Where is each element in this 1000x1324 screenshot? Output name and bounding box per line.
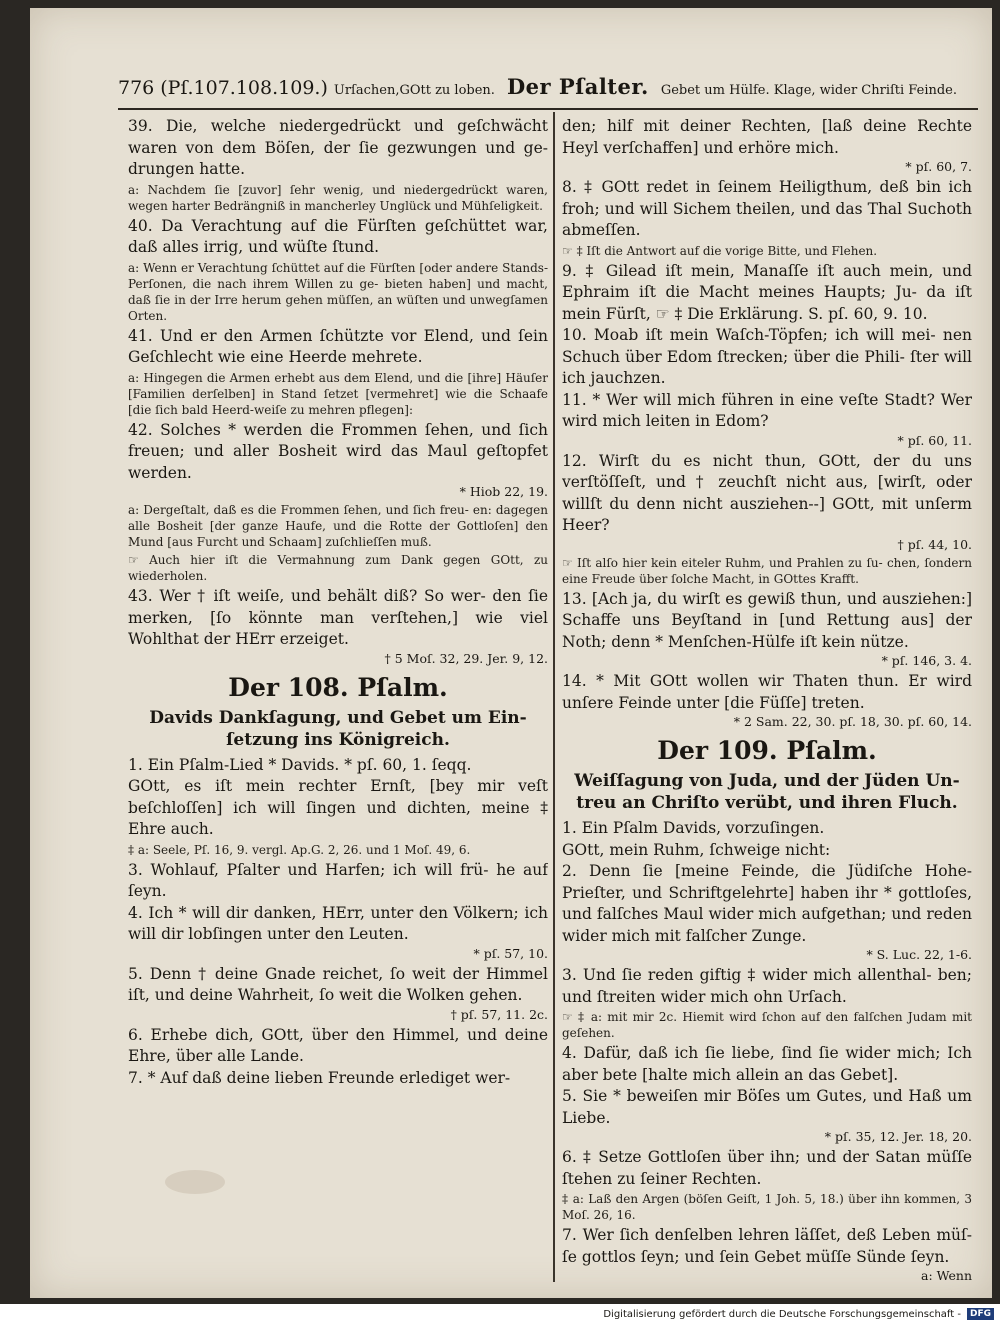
cross-reference: * pſ. 57, 10. <box>473 945 548 961</box>
cross-reference: * pſ. 60, 11. <box>897 432 972 448</box>
verse: 12. Wirſt du es nicht thun, GOtt, der du uns verſtöſſeſt, und † zeuchſt nicht aus, [wirſt, oder willſt du denn nicht ausziehen--] GOtt, mit unſerm Heer? <box>562 451 972 534</box>
verse: GOtt, es iſt mein rechter Ernſt, [bey mir veſt beſchloſſen] ich will ſingen und dichten, meine ‡ Ehre auch. <box>128 777 548 838</box>
note: ☞ ‡ Iſt die Antwort auf die vorige Bitte, und Flehen. <box>562 243 878 258</box>
cross-reference: † pſ. 44, 10. <box>897 536 972 552</box>
verse: 7. Wer ſich denſelben lehren läſſet, deß Leben müſ- ſe gottlos ſeyn; und ſein Gebet müſſe Sünde ſeyn. <box>562 1226 972 1266</box>
cross-reference: * S. Luc. 22, 1-6. <box>866 947 972 962</box>
left-column <box>128 116 548 1296</box>
page-number: 776 <box>118 77 155 99</box>
psalm-range: (Pſ.107.108.109.) <box>160 77 328 99</box>
verse: 5. Sie * beweiſen mir Böſes um Gutes, und Haß um Liebe. <box>562 1087 972 1127</box>
verse: 41. Und er den Armen ſchützte vor Elend, und ſein Geſchlecht wie eine Heerde mehrete. <box>128 326 548 366</box>
dfg-logo: DFG <box>967 1308 994 1320</box>
header-title: Der Pſalter. <box>506 74 649 99</box>
running-header <box>118 74 978 108</box>
note: a: Nachdem ſie [zuvor] ſehr wenig, und niedergedrückt waren, wegen harter Bedrängniß in mancherley Unglück und Mühſeligkeit. <box>128 182 548 213</box>
catchword: a: Wenn <box>921 1268 972 1283</box>
verse: 43. Wer † iſt weiſe, und behält diß? So wer- den ſie merken, [ſo könnte man verſtehen,] wie viel Wohlthat der HErr erzeiget. <box>128 587 548 648</box>
verse: 4. Dafür, daß ich ſie liebe, ſind ſie wider mich; Ich aber bete [halte mich allein an das Gebet]. <box>562 1044 972 1084</box>
verse: 9. ‡ Gilead iſt mein, Manaſſe iſt auch mein, und Ephraim iſt die Macht meines Haupts; Ju- da iſt mein Fürſt, ☞ ‡ Die Erklärung. S. pſ. 60, 9. 10. <box>562 261 972 323</box>
footer-credit: Digitalisierung gefördert durch die Deutsche Forschungsgemeinschaft - <box>603 1308 961 1320</box>
cross-reference: * pſ. 60, 7. <box>905 159 972 174</box>
verse: GOtt, mein Ruhm, ſchweige nicht: <box>562 840 831 859</box>
psalm-108-title: Der 108. Pſalm. <box>228 672 448 702</box>
verse: 40. Da Verachtung auf die Fürſten geſchüttet war, daß alles irrig, und wüſte ſtund. <box>128 216 548 256</box>
verse: 1. Ein Pſalm Davids, vorzuſingen. <box>562 819 825 837</box>
verse: 42. Solches * werden die Frommen ſehen, und ſich freuen; und aller Bosheit wird das Maul geſtopfet werden. <box>128 420 548 482</box>
note: a: Dergeſtalt, daß es die Frommen ſehen, und ſich freu- en: dagegen alle Bosheit [der ganze Haufe, und die Rotte der Gottloſen] den Mund [aus Furcht und Schaam] zuſchlieſſen muß. <box>128 503 548 549</box>
note: ☞ ‡ a: mit mir 2c. Hiemit wird ſchon auf den falſchen Judam mit geſehen. <box>562 1010 972 1040</box>
verse: den; hilf mit deiner Rechten, [laß deine Rechte Heyl verſchaffen] und erhöre mich. <box>562 117 972 157</box>
cross-reference: * Hiob 22, 19. <box>459 484 548 499</box>
right-column <box>562 116 972 1296</box>
note: ‡ a: Seele, Pſ. 16, 9. vergl. Ap.G. 2, 26. und 1 Moſ. 49, 6. <box>128 842 471 857</box>
verse: 11. * Wer will mich führen in eine veſte Stadt? Wer wird mich leiten in Edom? <box>562 390 972 430</box>
note: a: Wenn er Verachtung ſchüttet auf die Fürſten [oder andere Stands-Perſonen, die nach ihrem Willen zu ge- bieten haben] und macht, daß ſie in der Irre herum gehen müſſen, an wüſten und unwegſamen Orten. <box>128 260 548 323</box>
psalm-108-subtitle: Davids Dankſagung, und Gebet um Ein- ſetzung ins Königreich. <box>149 707 527 750</box>
header-left-note: Urſachen,GOtt zu loben. <box>333 83 495 98</box>
cross-reference: * 2 Sam. 22, 30. pſ. 18, 30. pſ. 60, 14. <box>733 714 972 729</box>
digitization-footer <box>0 1304 1000 1324</box>
cross-reference: * pſ. 35, 12. Jer. 18, 20. <box>824 1129 972 1144</box>
verse: 2. Denn ſie [meine Feinde, die Jüdiſche Hohe- Prieſter, und Schriftgelehrte] haben ihr * gottloſes, und falſches Maul wider mich aufgethan; und reden wider mich mit falſcher Zunge. <box>562 862 972 945</box>
note: a: Hingegen die Armen erhebt aus dem Elend, und die [ihre] Häuſer [Familien derſelben] in Stand ſetzet [vermehret] wie die Schaafe [die ſich bald Heerd-weiſe zu mehren pflegen]: <box>128 370 548 417</box>
verse: 1. Ein Pſalm-Lied * Davids. * pſ. 60, 1. ſeqq. <box>128 755 472 774</box>
cross-reference: * pſ. 146, 3. 4. <box>881 653 972 668</box>
verse: 10. Moab iſt mein Waſch-Töpfen; ich will mei- nen Schuch über Edom ſtrecken; über die Phili- ſter will ich jauchzen. <box>562 326 972 387</box>
note: ☞ Auch hier iſt die Vermahnung zum Dank gegen GOtt, zu wiederholen. <box>128 553 548 583</box>
note: ‡ a: Laß den Argen (böſen Geiſt, 1 Joh. 5, 18.) über ihn kommen, 3 Moſ. 26, 16. <box>562 1192 972 1222</box>
verse: 14. * Mit GOtt wollen wir Thaten thun. Er wird unſere Feinde unter [die Füſſe] treten. <box>562 672 972 712</box>
cross-reference: † pſ. 57, 11. 2c. <box>450 1006 548 1022</box>
verse: 5. Denn † deine Gnade reichet, ſo weit der Himmel iſt, und deine Wahrheit, ſo weit die Wolken gehen. <box>128 964 548 1004</box>
note: ☞ Iſt alſo hier kein eiteler Ruhm, und Prahlen zu ſu- chen, ſondern eine Freude über ſolche Macht, in GOttes Krafft. <box>562 555 972 586</box>
verse: 3. Und ſie reden giftig ‡ wider mich allenthal- ben; und ſtreiten wider mich ohn Urſach. <box>562 966 972 1006</box>
verse: 39. Die, welche niedergedrückt und geſchwächt waren von dem Böſen, der ſie gezwungen und ge- drungen hatte. <box>128 117 548 178</box>
verse: 8. ‡ GOtt redet in ſeinem Heiligthum, deß bin ich froh; und will Sichem theilen, und das Thal Suchoth abmeſſen. <box>562 178 972 239</box>
verse: 3. Wohlauf, Pſalter und Harfen; ich will frü- he auf ſeyn. <box>128 860 548 900</box>
psalm-109-title: Der 109. Pſalm. <box>657 736 877 765</box>
cross-reference: † 5 Moſ. 32, 29. Jer. 9, 12. <box>384 650 548 666</box>
header-rule <box>118 108 978 110</box>
verse: 4. Ich * will dir danken, HErr, unter den Völkern; ich will dir lobſingen unter den Leuten. <box>128 903 548 943</box>
verse: 6. ‡ Setze Gottloſen über ihn; und der Satan müſſe ſtehen zu ſeiner Rechten. <box>562 1148 972 1188</box>
verse: 13. [Ach ja, du wirſt es gewiß thun, und ausziehen:] Schaffe uns Beyſtand in [und Rettung aus] der Noth; denn * Menſchen-Hülfe iſt kein nütze. <box>562 589 972 651</box>
psalm-109-subtitle: Weiſſagung von Juda, und der Jüden Un- treu an Chriſto verübt, und ihren Fluch. <box>574 771 960 813</box>
header-right-note: Gebet um Hülfe. Klage, wider Chriſti Feinde. <box>660 83 957 98</box>
verse: 6. Erhebe dich, GOtt, über den Himmel, und deine Ehre, über alle Lande. <box>128 1025 548 1065</box>
column-divider <box>553 112 555 1282</box>
verse: 7. * Auf daß deine lieben Freunde erlediget wer- <box>128 1068 511 1087</box>
